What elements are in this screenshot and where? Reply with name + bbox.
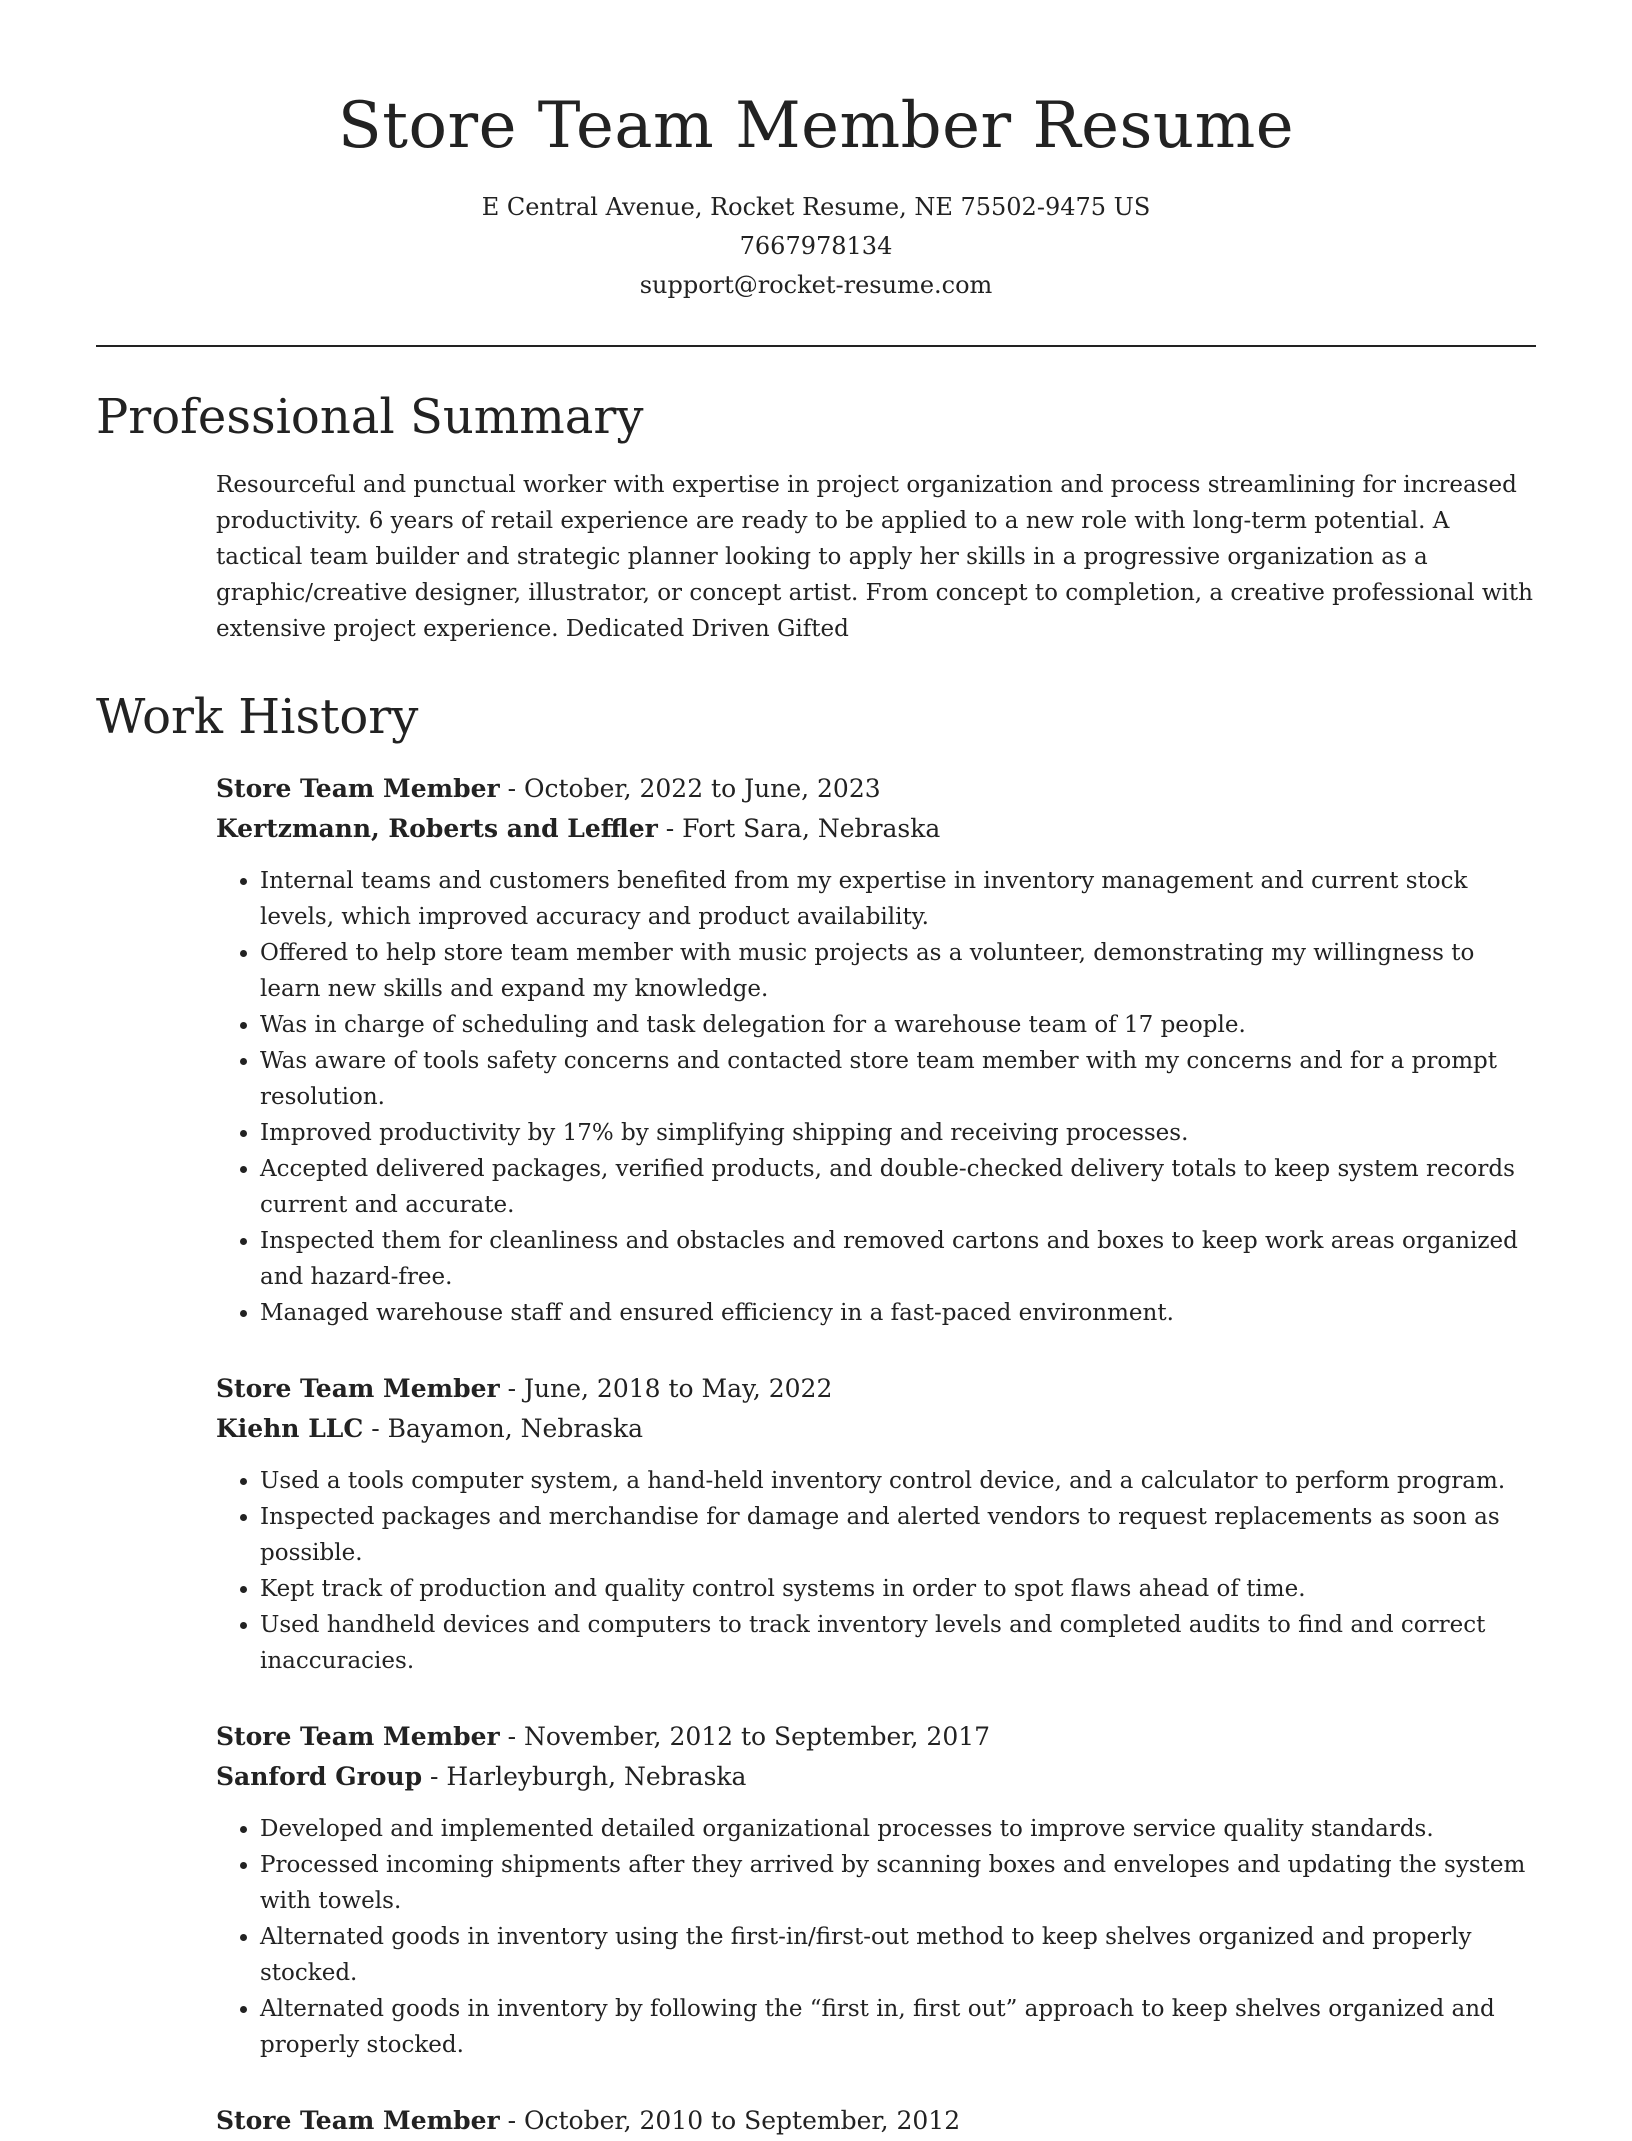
job-bullet: • Alternated goods in inventory using the first-in/first-out method to keep shelves organized and properly stocked. — [260, 1919, 1536, 1991]
job-company: Sanford Group — [216, 1762, 423, 1791]
job-bullet: • Improved productivity by 17% by simplifying shipping and receiving processes. — [260, 1115, 1536, 1151]
job-bullet-list — [216, 863, 1536, 1331]
job-bullet: • Kept track of production and quality control systems in order to spot flaws ahead of time. — [260, 1571, 1536, 1607]
job-location: - Harleyburgh, Nebraska — [422, 1762, 747, 1791]
job-title-line — [216, 1717, 1536, 1757]
job-dates: - June, 2018 to May, 2022 — [499, 1374, 833, 1403]
job-entry — [216, 1717, 1536, 2063]
job-bullet: • Developed and implemented detailed organizational processes to improve service quality standards. — [260, 1811, 1536, 1847]
job-title-line — [216, 2101, 1536, 2141]
contact-block — [96, 188, 1536, 305]
job-bullet: • Accepted delivered packages, verified products, and double-checked delivery totals to keep system records current and accurate. — [260, 1151, 1536, 1223]
job-company-line — [216, 1757, 1536, 1797]
summary-paragraph: Resourceful and punctual worker with expertise in project organization and process streamlining for increased productivity. 6 years of retail experience are ready to be applied to a new role with long-term potential. A tactical team builder and strategic planner looking to apply her skills in a progressive organization as a graphic/creative designer, illustrator, or concept artist. From concept to completion, a creative professional with extensive project experience. Dedicated Driven Gifted — [216, 472, 1533, 642]
contact-address: E Central Avenue, Rocket Resume, NE 75502-9475 US — [481, 193, 1151, 221]
job-dates: - October, 2010 to September, 2012 — [499, 2106, 961, 2135]
job-dates: - October, 2022 to June, 2023 — [499, 774, 881, 803]
job-company-line — [216, 809, 1536, 849]
work-history-section — [96, 687, 1536, 2141]
job-bullet: • Used handheld devices and computers to track inventory levels and completed audits to find and correct inaccuracies. — [260, 1607, 1536, 1679]
job-bullet: • Inspected packages and merchandise for damage and alerted vendors to request replacements as soon as possible. — [260, 1499, 1536, 1571]
job-entry — [216, 2101, 1536, 2141]
section-title-work-history: Work History — [96, 689, 419, 745]
job-role: Store Team Member — [216, 2106, 500, 2135]
job-bullet: • Used a tools computer system, a hand-held inventory control device, and a calculator to perform program. — [260, 1463, 1536, 1499]
job-bullet: • Was in charge of scheduling and task delegation for a warehouse team of 17 people. — [260, 1007, 1536, 1043]
job-bullet: • Internal teams and customers benefited from my expertise in inventory management and current stock levels, which improved accuracy and product availability. — [260, 863, 1536, 935]
resume-header — [96, 0, 1536, 305]
job-company: Kiehn LLC — [216, 1414, 364, 1443]
job-company: Kertzmann, Roberts and Leffler — [216, 814, 658, 843]
job-bullet-list — [216, 1811, 1536, 2063]
section-title-summary: Professional Summary — [96, 389, 644, 445]
job-role: Store Team Member — [216, 1374, 500, 1403]
job-title-line — [216, 1369, 1536, 1409]
job-entry — [216, 1369, 1536, 1679]
job-bullet: • Inspected them for cleanliness and obstacles and removed cartons and boxes to keep work areas organized and hazard-free. — [260, 1223, 1536, 1295]
professional-summary-section — [96, 387, 1536, 647]
job-bullet: • Processed incoming shipments after they arrived by scanning boxes and envelopes and updating the system with towels. — [260, 1847, 1536, 1919]
header-divider — [96, 345, 1536, 347]
job-title-line — [216, 769, 1536, 809]
job-bullet: • Managed warehouse staff and ensured efficiency in a fast-paced environment. — [260, 1295, 1536, 1331]
job-dates: - November, 2012 to September, 2017 — [499, 1722, 991, 1751]
job-location: - Bayamon, Nebraska — [363, 1414, 644, 1443]
job-entry — [216, 769, 1536, 1331]
job-role: Store Team Member — [216, 774, 500, 803]
contact-phone: 7667978134 — [739, 232, 893, 260]
job-bullet: • Offered to help store team member with music projects as a volunteer, demonstrating my willingness to learn new skills and expand my knowledge. — [260, 935, 1536, 1007]
job-company-line — [216, 1409, 1536, 1449]
job-bullet-list — [216, 1463, 1536, 1679]
job-bullet: • Alternated goods in inventory by following the “first in, first out” approach to keep shelves organized and properly stocked. — [260, 1991, 1536, 2063]
job-location: - Fort Sara, Nebraska — [657, 814, 941, 843]
contact-email: support@rocket-resume.com — [639, 271, 993, 299]
job-bullet: • Was aware of tools safety concerns and contacted store team member with my concerns and for a prompt resolution. — [260, 1043, 1536, 1115]
job-role: Store Team Member — [216, 1722, 500, 1751]
resume-title: Store Team Member Resume — [337, 89, 1295, 163]
